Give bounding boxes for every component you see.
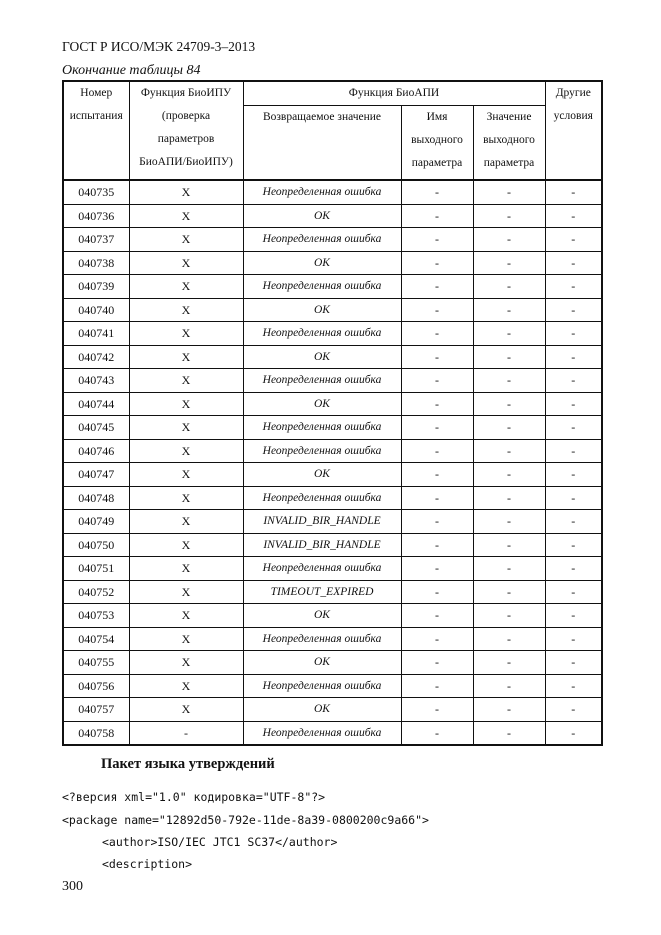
cell-bioipu-function: X bbox=[129, 251, 243, 275]
cell-return-value: OK bbox=[243, 651, 401, 675]
cell-output-param-value: - bbox=[473, 345, 545, 369]
table-row bbox=[63, 463, 602, 487]
header-output-param-name: Имя выходного параметра bbox=[401, 106, 473, 181]
cell-bioipu-function: X bbox=[129, 651, 243, 675]
table-row bbox=[63, 345, 602, 369]
cell-bioipu-function: X bbox=[129, 604, 243, 628]
table-caption: Окончание таблицы 84 bbox=[62, 63, 201, 78]
cell-test-number: 040742 bbox=[63, 345, 129, 369]
cell-other-conditions: - bbox=[545, 486, 602, 510]
cell-output-param-value: - bbox=[473, 651, 545, 675]
cell-return-value: Неопределенная ошибка bbox=[243, 627, 401, 651]
cell-other-conditions: - bbox=[545, 721, 602, 745]
cell-other-conditions: - bbox=[545, 275, 602, 299]
cell-other-conditions: - bbox=[545, 228, 602, 252]
cell-test-number: 040749 bbox=[63, 510, 129, 534]
cell-output-param-name: - bbox=[401, 557, 473, 581]
cell-output-param-value: - bbox=[473, 486, 545, 510]
cell-output-param-value: - bbox=[473, 298, 545, 322]
cell-test-number: 040754 bbox=[63, 627, 129, 651]
table-row bbox=[63, 392, 602, 416]
cell-test-number: 040755 bbox=[63, 651, 129, 675]
cell-output-param-name: - bbox=[401, 721, 473, 745]
cell-return-value: OK bbox=[243, 392, 401, 416]
cell-test-number: 040745 bbox=[63, 416, 129, 440]
cell-other-conditions: - bbox=[545, 604, 602, 628]
cell-test-number: 040757 bbox=[63, 698, 129, 722]
cell-other-conditions: - bbox=[545, 369, 602, 393]
cell-output-param-name: - bbox=[401, 369, 473, 393]
results-table bbox=[62, 80, 603, 746]
cell-output-param-value: - bbox=[473, 416, 545, 440]
table-row bbox=[63, 580, 602, 604]
cell-bioipu-function: X bbox=[129, 674, 243, 698]
table-row bbox=[63, 557, 602, 581]
header-return-value: Возвращаемое значение bbox=[243, 106, 401, 181]
cell-other-conditions: - bbox=[545, 580, 602, 604]
cell-output-param-value: - bbox=[473, 674, 545, 698]
cell-other-conditions: - bbox=[545, 298, 602, 322]
cell-bioipu-function: X bbox=[129, 228, 243, 252]
cell-return-value: INVALID_BIR_HANDLE bbox=[243, 533, 401, 557]
table-row bbox=[63, 275, 602, 299]
table-row bbox=[63, 721, 602, 745]
cell-test-number: 040748 bbox=[63, 486, 129, 510]
table-row bbox=[63, 627, 602, 651]
cell-return-value: Неопределенная ошибка bbox=[243, 322, 401, 346]
cell-other-conditions: - bbox=[545, 651, 602, 675]
cell-other-conditions: - bbox=[545, 627, 602, 651]
cell-return-value: Неопределенная ошибка bbox=[243, 369, 401, 393]
cell-output-param-name: - bbox=[401, 251, 473, 275]
cell-other-conditions: - bbox=[545, 533, 602, 557]
cell-output-param-value: - bbox=[473, 580, 545, 604]
cell-output-param-name: - bbox=[401, 180, 473, 204]
table-row bbox=[63, 322, 602, 346]
cell-test-number: 040751 bbox=[63, 557, 129, 581]
cell-output-param-name: - bbox=[401, 533, 473, 557]
header-bioapi-function: Функция БиоАПИ bbox=[243, 81, 545, 106]
cell-other-conditions: - bbox=[545, 392, 602, 416]
cell-test-number: 040739 bbox=[63, 275, 129, 299]
cell-output-param-name: - bbox=[401, 275, 473, 299]
cell-bioipu-function: X bbox=[129, 416, 243, 440]
cell-output-param-name: - bbox=[401, 580, 473, 604]
cell-output-param-name: - bbox=[401, 627, 473, 651]
cell-bioipu-function: X bbox=[129, 510, 243, 534]
table-row bbox=[63, 651, 602, 675]
cell-test-number: 040736 bbox=[63, 204, 129, 228]
cell-output-param-name: - bbox=[401, 486, 473, 510]
cell-bioipu-function: - bbox=[129, 721, 243, 745]
cell-bioipu-function: X bbox=[129, 392, 243, 416]
cell-return-value: OK bbox=[243, 698, 401, 722]
cell-output-param-value: - bbox=[473, 627, 545, 651]
document-header: ГОСТ Р ИСО/МЭК 24709-3–2013 bbox=[62, 39, 256, 54]
code-line: <description> bbox=[102, 857, 193, 871]
cell-bioipu-function: X bbox=[129, 439, 243, 463]
cell-output-param-name: - bbox=[401, 228, 473, 252]
header-bioipu-function: Функция БиоИПУ (проверка параметров БиоАПИ/БиоИПУ) bbox=[129, 81, 243, 180]
cell-output-param-value: - bbox=[473, 557, 545, 581]
cell-bioipu-function: X bbox=[129, 204, 243, 228]
cell-bioipu-function: X bbox=[129, 627, 243, 651]
cell-other-conditions: - bbox=[545, 345, 602, 369]
cell-test-number: 040741 bbox=[63, 322, 129, 346]
cell-return-value: Неопределенная ошибка bbox=[243, 439, 401, 463]
table-row bbox=[63, 510, 602, 534]
cell-output-param-name: - bbox=[401, 674, 473, 698]
cell-output-param-name: - bbox=[401, 416, 473, 440]
cell-test-number: 040750 bbox=[63, 533, 129, 557]
table-row bbox=[63, 416, 602, 440]
cell-bioipu-function: X bbox=[129, 180, 243, 204]
table-row bbox=[63, 204, 602, 228]
code-line: <?версия xml="1.0" кодировка="UTF-8"?> bbox=[62, 790, 326, 804]
cell-test-number: 040735 bbox=[63, 180, 129, 204]
cell-test-number: 040743 bbox=[63, 369, 129, 393]
cell-output-param-value: - bbox=[473, 533, 545, 557]
table-row bbox=[63, 533, 602, 557]
cell-other-conditions: - bbox=[545, 180, 602, 204]
header-output-param-value: Значение выходного параметра bbox=[473, 106, 545, 181]
cell-test-number: 040740 bbox=[63, 298, 129, 322]
cell-test-number: 040758 bbox=[63, 721, 129, 745]
cell-output-param-value: - bbox=[473, 275, 545, 299]
table-row bbox=[63, 674, 602, 698]
cell-test-number: 040753 bbox=[63, 604, 129, 628]
cell-return-value: OK bbox=[243, 604, 401, 628]
cell-output-param-value: - bbox=[473, 604, 545, 628]
cell-bioipu-function: X bbox=[129, 463, 243, 487]
cell-return-value: Неопределенная ошибка bbox=[243, 486, 401, 510]
cell-other-conditions: - bbox=[545, 463, 602, 487]
cell-bioipu-function: X bbox=[129, 275, 243, 299]
cell-test-number: 040752 bbox=[63, 580, 129, 604]
code-line: <package name="12892d50-792e-11de-8a39-0800200c9a66"> bbox=[62, 813, 429, 827]
cell-other-conditions: - bbox=[545, 698, 602, 722]
header-test-number: Номер испытания bbox=[63, 81, 129, 180]
cell-output-param-value: - bbox=[473, 180, 545, 204]
cell-return-value: Неопределенная ошибка bbox=[243, 228, 401, 252]
page-number: 300 bbox=[62, 879, 83, 894]
table-row bbox=[63, 298, 602, 322]
cell-output-param-value: - bbox=[473, 204, 545, 228]
cell-output-param-value: - bbox=[473, 251, 545, 275]
cell-output-param-value: - bbox=[473, 369, 545, 393]
cell-output-param-value: - bbox=[473, 463, 545, 487]
cell-bioipu-function: X bbox=[129, 322, 243, 346]
cell-output-param-name: - bbox=[401, 204, 473, 228]
cell-output-param-value: - bbox=[473, 510, 545, 534]
cell-output-param-name: - bbox=[401, 345, 473, 369]
cell-output-param-name: - bbox=[401, 698, 473, 722]
cell-other-conditions: - bbox=[545, 416, 602, 440]
cell-return-value: TIMEOUT_EXPIRED bbox=[243, 580, 401, 604]
cell-bioipu-function: X bbox=[129, 486, 243, 510]
table-row bbox=[63, 180, 602, 204]
cell-other-conditions: - bbox=[545, 204, 602, 228]
cell-bioipu-function: X bbox=[129, 698, 243, 722]
cell-other-conditions: - bbox=[545, 557, 602, 581]
cell-test-number: 040737 bbox=[63, 228, 129, 252]
cell-output-param-name: - bbox=[401, 463, 473, 487]
cell-output-param-name: - bbox=[401, 604, 473, 628]
cell-bioipu-function: X bbox=[129, 298, 243, 322]
cell-bioipu-function: X bbox=[129, 557, 243, 581]
cell-other-conditions: - bbox=[545, 674, 602, 698]
cell-output-param-value: - bbox=[473, 698, 545, 722]
cell-output-param-name: - bbox=[401, 298, 473, 322]
cell-other-conditions: - bbox=[545, 322, 602, 346]
cell-test-number: 040738 bbox=[63, 251, 129, 275]
cell-output-param-name: - bbox=[401, 322, 473, 346]
cell-return-value: INVALID_BIR_HANDLE bbox=[243, 510, 401, 534]
table-row bbox=[63, 698, 602, 722]
cell-bioipu-function: X bbox=[129, 580, 243, 604]
table-row bbox=[63, 439, 602, 463]
cell-test-number: 040744 bbox=[63, 392, 129, 416]
cell-output-param-value: - bbox=[473, 439, 545, 463]
cell-bioipu-function: X bbox=[129, 369, 243, 393]
cell-return-value: Неопределенная ошибка bbox=[243, 416, 401, 440]
cell-return-value: Неопределенная ошибка bbox=[243, 674, 401, 698]
cell-return-value: OK bbox=[243, 345, 401, 369]
cell-return-value: Неопределенная ошибка bbox=[243, 180, 401, 204]
cell-return-value: Неопределенная ошибка bbox=[243, 557, 401, 581]
table-row bbox=[63, 604, 602, 628]
cell-output-param-name: - bbox=[401, 392, 473, 416]
cell-test-number: 040746 bbox=[63, 439, 129, 463]
cell-test-number: 040747 bbox=[63, 463, 129, 487]
cell-output-param-name: - bbox=[401, 651, 473, 675]
cell-output-param-name: - bbox=[401, 510, 473, 534]
header-other-conditions: Другие условия bbox=[545, 81, 602, 180]
cell-return-value: OK bbox=[243, 298, 401, 322]
cell-bioipu-function: X bbox=[129, 345, 243, 369]
cell-test-number: 040756 bbox=[63, 674, 129, 698]
cell-other-conditions: - bbox=[545, 510, 602, 534]
cell-output-param-value: - bbox=[473, 322, 545, 346]
table-row bbox=[63, 251, 602, 275]
cell-output-param-value: - bbox=[473, 392, 545, 416]
cell-output-param-name: - bbox=[401, 439, 473, 463]
cell-bioipu-function: X bbox=[129, 533, 243, 557]
cell-return-value: Неопределенная ошибка bbox=[243, 275, 401, 299]
cell-output-param-value: - bbox=[473, 228, 545, 252]
code-line: <author>ISO/IEC JTC1 SC37</author> bbox=[102, 835, 338, 849]
cell-return-value: OK bbox=[243, 251, 401, 275]
section-title: Пакет языка утверждений bbox=[101, 756, 275, 772]
cell-other-conditions: - bbox=[545, 251, 602, 275]
table-row bbox=[63, 369, 602, 393]
table-row bbox=[63, 486, 602, 510]
cell-return-value: Неопределенная ошибка bbox=[243, 721, 401, 745]
cell-output-param-value: - bbox=[473, 721, 545, 745]
cell-other-conditions: - bbox=[545, 439, 602, 463]
cell-return-value: OK bbox=[243, 204, 401, 228]
cell-return-value: OK bbox=[243, 463, 401, 487]
table-row bbox=[63, 228, 602, 252]
